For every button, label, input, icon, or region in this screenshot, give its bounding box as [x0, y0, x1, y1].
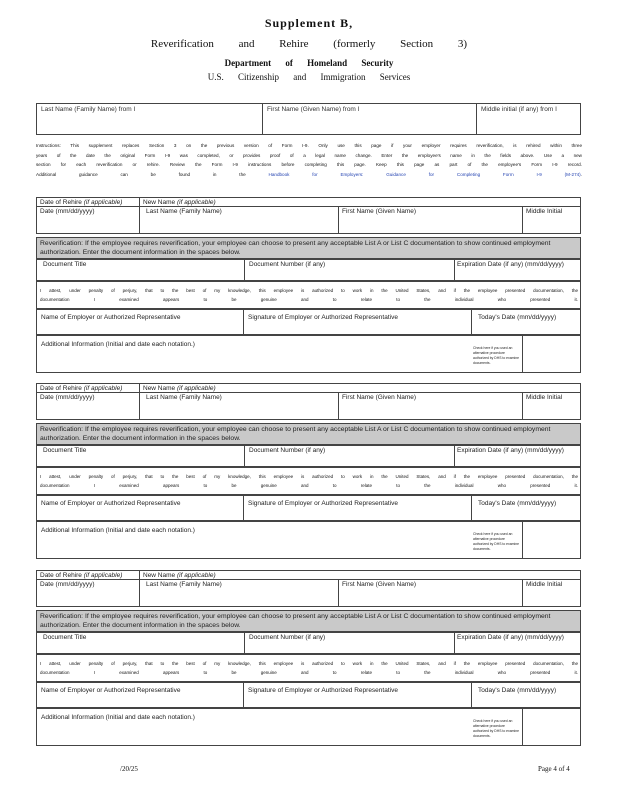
signature-text: Signature of Employer or Authorized Representative [248, 500, 398, 507]
new-name-header [140, 198, 582, 206]
doc-number-text: Document Number (if any) [249, 261, 326, 268]
additional-text: Additional Information (Initial and date each notation.) [41, 714, 195, 721]
if-applicable-text: (if applicable) [176, 572, 216, 579]
instructions-body: Instructions: This supplement replaces Section 3 on the previous version of Form I-9. Only use this page if your employer requires reverification, is rehired within three years of the date the original Form I-9 was completed, or provides proof of a legal name change. Enter the employee's name in the fields above. Use a new section for each reverification or rehire. Review the Form I-9 instructions before completing this page. Keep this page as part of the employee's Form I-9 record. Additional guidance can be found in the [36, 143, 582, 177]
employer-name-field[interactable] [37, 683, 244, 707]
new-name-text: New Name [143, 572, 176, 579]
middle-initial-text: Middle Initial [526, 581, 563, 588]
last-name-text: Last Name (Family Name) [146, 394, 222, 401]
new-last-name-field[interactable] [140, 207, 339, 233]
additional-info-field[interactable] [37, 709, 523, 745]
rehire-date-header [37, 198, 140, 206]
additional-info-row [36, 708, 581, 746]
attestation-row [36, 654, 581, 682]
rehire-date-field[interactable] [37, 207, 140, 233]
signature-row [36, 495, 581, 521]
first-name-field[interactable] [263, 104, 477, 134]
new-last-name-field[interactable] [140, 393, 339, 419]
first-name-text: First Name (Given Name) [342, 581, 417, 588]
doc-title-text: Document Title [43, 447, 87, 454]
document-row [36, 445, 581, 467]
last-name-field[interactable] [37, 104, 263, 134]
form-ref: I [133, 106, 136, 113]
date-mm-text: Date (mm/dd/yyyy) [40, 581, 95, 588]
first-name-label: First Name (Given Name) from [267, 106, 356, 113]
page-number: Page 4 of 4 [538, 765, 570, 773]
alt-procedure-cell[interactable] [473, 709, 582, 745]
first-name-text: First Name (Given Name) [342, 208, 417, 215]
rehire-date-header [37, 571, 140, 579]
document-row [36, 632, 581, 654]
signature-row [36, 309, 581, 335]
document-number-field[interactable] [245, 633, 455, 653]
attestation-row [36, 467, 581, 495]
handbook-link[interactable]: Handbook for Employers: Guidance for Completing Form I-9 (M-274) [268, 171, 581, 177]
employer-name-field[interactable] [37, 310, 244, 334]
employer-name-field[interactable] [37, 496, 244, 520]
middle-initial-field[interactable] [477, 104, 582, 134]
additional-info-field[interactable] [37, 336, 523, 372]
alt-procedure-cell[interactable] [473, 522, 582, 558]
additional-text: Additional Information (Initial and date each notation.) [41, 527, 195, 534]
middle-initial-text: Middle Initial [526, 394, 563, 401]
rehire-date-text: Date of Rehire [40, 385, 82, 392]
reverification-text: Reverification: If the employee requires reverification, your employee can choose to present any acceptable List A or List C documentation to show continued employment authorization. Enter the document information in the spaces below. [40, 613, 551, 629]
todays-date-text: Today's Date (mm/dd/yyyy) [478, 314, 557, 321]
rehire-date-text: Date of Rehire [40, 572, 82, 579]
document-row [36, 259, 581, 281]
instructions-text: Instructions: This supplement replaces Section 3 on the previous version of Form I-9. Only use this page if your employer requires reverification, is rehired within three years of the date the original Form I-9 was completed, or provides proof of a legal name change. Enter the employee's name in the fields above. Use a new section for each reverification or rehire. Review the Form I-9 instructions before completing this page. Keep this page as part of the employee's Form I-9 record. Additional guidance can be found in the Handbook for Employers: Guidance for Completing Form I-9 (M-274). [36, 143, 582, 177]
document-title-field[interactable] [37, 446, 245, 466]
todays-date-text: Today's Date (mm/dd/yyyy) [478, 500, 557, 507]
exp-date-text: Expiration Date (if any) (mm/dd/yyyy) [457, 447, 564, 454]
expiration-date-field[interactable] [455, 633, 582, 653]
new-name-text: New Name [143, 199, 176, 206]
if-applicable-text: (if applicable) [176, 199, 216, 206]
rehire-date-text: Date of Rehire [40, 199, 82, 206]
rehire-fields-row [36, 579, 581, 607]
attestation-text: I attest, under penalty of perjury, that to the best of my knowledge, this employee is authorized to work in the United States, and if the employee presented documentation, the documentation I examined appears to be genuine and to relate to the individual who presented it. [40, 474, 578, 488]
additional-info-field[interactable] [37, 522, 523, 558]
doc-title-text: Document Title [43, 261, 87, 268]
if-applicable-text: (if applicable) [83, 572, 123, 579]
todays-date-field[interactable] [472, 310, 582, 334]
last-name-label: Last Name (Family Name) from [41, 106, 132, 113]
expiration-date-field[interactable] [455, 260, 582, 280]
if-applicable-text: (if applicable) [176, 385, 216, 392]
todays-date-text: Today's Date (mm/dd/yyyy) [478, 687, 557, 694]
rehire-date-header [37, 384, 140, 392]
document-title-field[interactable] [37, 260, 245, 280]
exp-date-text: Expiration Date (if any) (mm/dd/yyyy) [457, 634, 564, 641]
new-middle-initial-field[interactable] [523, 393, 582, 419]
new-middle-initial-field[interactable] [523, 207, 582, 233]
new-first-name-field[interactable] [339, 580, 523, 606]
exp-date-text: Expiration Date (if any) (mm/dd/yyyy) [457, 261, 564, 268]
attestation-text: I attest, under penalty of perjury, that to the best of my knowledge, this employee is authorized to work in the United States, and if the employee presented documentation, the documentation I examined appears to be genuine and to relate to the individual who presented it. [40, 661, 578, 675]
reverification-text: Reverification: If the employee requires reverification, your employee can choose to present any acceptable List A or List C documentation to show continued employment authorization. Enter the document information in the spaces below. [40, 426, 551, 442]
alt-procedure-note: Check here if you used an alternative procedure authorized by DHS to examine documents. [473, 346, 519, 365]
date-mm-text: Date (mm/dd/yyyy) [40, 394, 95, 401]
reverification-instructions [36, 237, 581, 259]
todays-date-field[interactable] [472, 683, 582, 707]
doc-number-text: Document Number (if any) [249, 634, 326, 641]
new-first-name-field[interactable] [339, 207, 523, 233]
date-mm-text: Date (mm/dd/yyyy) [40, 208, 95, 215]
employer-signature-field[interactable] [244, 310, 472, 334]
department-name: Department of Homeland Security [224, 58, 394, 68]
attestation-row [36, 281, 581, 309]
rehire-date-field[interactable] [37, 580, 140, 606]
new-middle-initial-field[interactable] [523, 580, 582, 606]
if-applicable-text: (if applicable) [83, 385, 123, 392]
new-first-name-field[interactable] [339, 393, 523, 419]
signature-row [36, 682, 581, 708]
employer-name-text: Name of Employer or Authorized Representative [41, 314, 181, 321]
doc-number-text: Document Number (if any) [249, 447, 326, 454]
rehire-fields-row [36, 206, 581, 234]
middle-initial-label: Middle initial (if any) from [481, 106, 554, 113]
rehire-fields-row [36, 392, 581, 420]
alt-procedure-note: Check here if you used an alternative procedure authorized by DHS to examine documents. [473, 532, 519, 551]
additional-info-row [36, 335, 581, 373]
supplement-subtitle: Reverification and Rehire (formerly Section 3) [150, 38, 468, 50]
todays-date-field[interactable] [472, 496, 582, 520]
signature-text: Signature of Employer or Authorized Representative [248, 314, 398, 321]
employer-name-text: Name of Employer or Authorized Representative [41, 500, 181, 507]
new-name-header [140, 571, 582, 579]
additional-info-row [36, 521, 581, 559]
employer-signature-field[interactable] [244, 683, 472, 707]
rehire-date-field[interactable] [37, 393, 140, 419]
employer-name-text: Name of Employer or Authorized Representative [41, 687, 181, 694]
employee-name-row [36, 103, 581, 135]
middle-initial-text: Middle Initial [526, 208, 563, 215]
supplement-title: Supplement B, [264, 16, 354, 30]
additional-text: Additional Information (Initial and date each notation.) [41, 341, 195, 348]
form-edition-date: /20/25 [120, 765, 138, 773]
last-name-text: Last Name (Family Name) [146, 581, 222, 588]
alt-procedure-note: Check here if you used an alternative procedure authorized by DHS to examine documents. [473, 719, 519, 738]
attestation-text: I attest, under penalty of perjury, that to the best of my knowledge, this employee is authorized to work in the United States, and if the employee presented documentation, the documentation I examined appears to be genuine and to relate to the individual who presented it. [40, 288, 578, 302]
reverification-instructions [36, 610, 581, 632]
agency-name: U.S. Citizenship and Immigration Services [207, 72, 411, 82]
new-name-text: New Name [143, 385, 176, 392]
document-number-field[interactable] [245, 446, 455, 466]
new-name-header [140, 384, 582, 392]
form-ref: I [357, 106, 360, 113]
reverification-instructions [36, 423, 581, 445]
doc-title-text: Document Title [43, 634, 87, 641]
document-number-field[interactable] [245, 260, 455, 280]
alt-procedure-cell[interactable] [473, 336, 582, 372]
reverification-text: Reverification: If the employee requires reverification, your employee can choose to present any acceptable List A or List C documentation to show continued employment authorization. Enter the document information in the spaces below. [40, 240, 551, 256]
new-last-name-field[interactable] [140, 580, 339, 606]
expiration-date-field[interactable] [455, 446, 582, 466]
document-title-field[interactable] [37, 633, 245, 653]
signature-text: Signature of Employer or Authorized Representative [248, 687, 398, 694]
first-name-text: First Name (Given Name) [342, 394, 417, 401]
employer-signature-field[interactable] [244, 496, 472, 520]
if-applicable-text: (if applicable) [83, 199, 123, 206]
last-name-text: Last Name (Family Name) [146, 208, 222, 215]
form-ref: I [555, 106, 557, 113]
